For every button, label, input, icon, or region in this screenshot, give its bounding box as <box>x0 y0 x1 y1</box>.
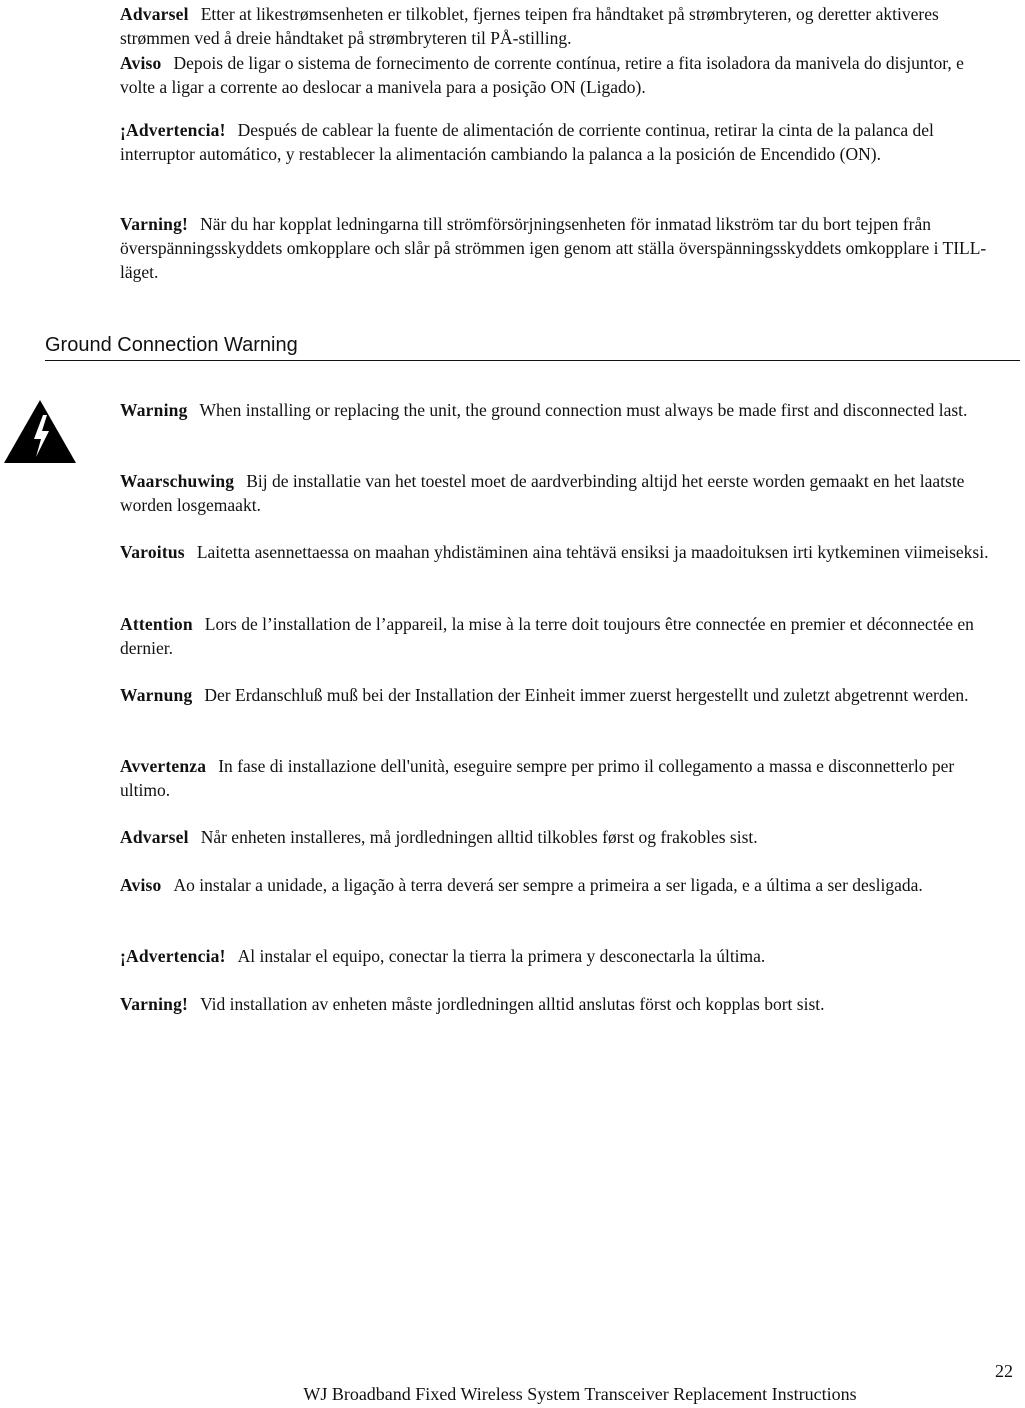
section-title: Ground Connection Warning <box>45 334 298 356</box>
paragraph-text: Después de cablear la fuente de alimentación de corriente continua, retirar la cinta de la palanca del interruptor automático, y restablecer la alimentación cambiando la palanca a la posición de Encendido (ON). <box>120 120 934 164</box>
warning-label: Aviso <box>120 875 162 895</box>
top-paragraph <box>120 2 1000 50</box>
warning-label: Warning <box>120 400 188 420</box>
paragraph-text: Etter at likestrømsenheten er tilkoblet, fjernes teipen fra håndtaket på strømbryteren, og deretter aktiveres strømmen ved å dreie håndtaket på strømbryteren til PÅ-stilling. <box>120 4 939 48</box>
warning-label: ¡Advertencia! <box>120 946 226 966</box>
page-number: 22 <box>995 1361 1013 1381</box>
warning-paragraph <box>120 873 1000 897</box>
paragraph-text: När du har kopplat ledningarna till strömförsörjningsenheten för inmatad likström tar du bort tejpen från överspänningsskyddets omkopplare och slår på strömmen igen genom att ställa överspänningsskyddets omkopplare i TILL-läget. <box>120 214 987 282</box>
top-paragraph <box>120 118 1000 166</box>
warning-paragraph <box>120 469 1000 517</box>
warning-paragraph <box>120 683 1000 707</box>
warning-label: Advarsel <box>120 827 189 847</box>
warning-label: Warnung <box>120 685 193 705</box>
warning-triangle-lightning-icon <box>3 398 77 464</box>
warning-label: Avvertenza <box>120 756 207 776</box>
warning-text: Al instalar el equipo, conectar la tierra la primera y desconectarla la última. <box>237 946 766 966</box>
top-paragraph <box>120 51 1000 99</box>
warning-paragraph <box>120 825 1000 849</box>
section-divider <box>45 360 1020 361</box>
paragraph-text: Depois de ligar o sistema de fornecimento de corrente contínua, retire a fita isoladora da manivela do disjuntor, e volte a ligar a corrente ao deslocar a manivela para a posição ON (Ligado). <box>120 53 964 97</box>
warning-text: Ao instalar a unidade, a ligação à terra deverá ser sempre a primeira a ser ligada, e a última a ser desligada. <box>173 875 923 895</box>
warning-text: Der Erdanschluß muß bei der Installation der Einheit immer zuerst hergestellt und zuletzt abgetrennt werden. <box>204 685 969 705</box>
warning-paragraph <box>120 754 1000 802</box>
paragraph-label: ¡Advertencia! <box>120 120 226 140</box>
warning-label: Varoitus <box>120 542 185 562</box>
paragraph-label: Aviso <box>120 53 162 73</box>
warning-paragraph <box>120 540 1000 564</box>
warning-text: Bij de installatie van het toestel moet de aardverbinding altijd het eerste worden gemaakt en het laatste worden losgemaakt. <box>120 471 965 515</box>
warning-text: When installing or replacing the unit, the ground connection must always be made first and disconnected last. <box>199 400 968 420</box>
warning-label: Varning! <box>120 994 189 1014</box>
warning-paragraph <box>120 612 1000 660</box>
warning-paragraph <box>120 992 1000 1016</box>
footer-document-title: WJ Broadband Fixed Wireless System Transceiver Replacement Instructions <box>303 1384 857 1404</box>
warning-text: In fase di installazione dell'unità, eseguire sempre per primo il collegamento a massa e disconnetterlo per ultimo. <box>120 756 955 800</box>
warning-label: Waarschuwing <box>120 471 235 491</box>
paragraph-label: Varning! <box>120 214 189 234</box>
warning-text: Lors de l’installation de l’appareil, la mise à la terre doit toujours être connectée en premier et déconnectée en dernier. <box>120 614 974 658</box>
top-paragraph <box>120 212 1000 284</box>
warning-paragraph <box>120 944 1000 968</box>
warning-text: Laitetta asennettaessa on maahan yhdistäminen aina tehtävä ensiksi ja maadoituksen irti kytkeminen viimeiseksi. <box>196 542 989 562</box>
warning-paragraph <box>120 398 1000 422</box>
warning-text: Når enheten installeres, må jordledningen alltid tilkobles først og frakobles sist. <box>200 827 758 847</box>
paragraph-label: Advarsel <box>120 4 189 24</box>
warning-label: Attention <box>120 614 193 634</box>
warning-text: Vid installation av enheten måste jordledningen alltid anslutas först och kopplas bort sist. <box>200 994 825 1014</box>
